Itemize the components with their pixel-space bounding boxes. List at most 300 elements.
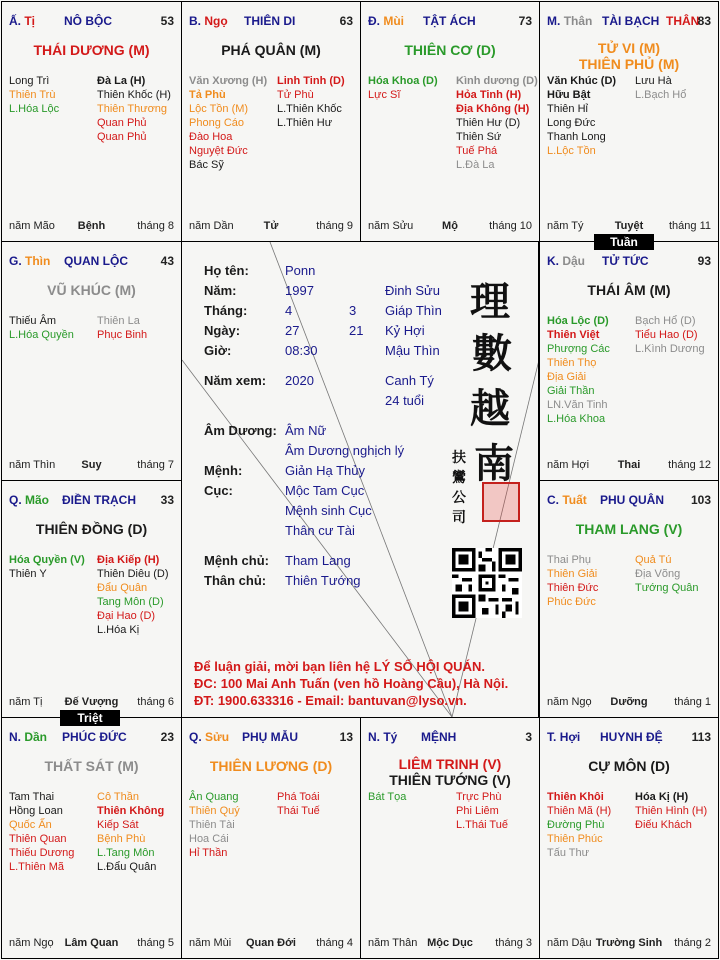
palace-number: 33 xyxy=(160,493,174,507)
palace-number: 73 xyxy=(518,14,532,28)
center-info-panel xyxy=(181,241,539,718)
star-item: Địa Không (H) xyxy=(456,103,530,115)
palace-footer xyxy=(2,220,181,234)
value-cuc: Mộc Tam Cục xyxy=(285,483,365,498)
star-item: Lưu Hà xyxy=(635,75,672,87)
palace-footer xyxy=(540,220,718,234)
minor-stars-column xyxy=(97,553,169,637)
branch-prefix: Đ. xyxy=(368,14,380,28)
palace-label: THIÊN DI xyxy=(244,14,296,28)
palace-label: PHU QUÂN xyxy=(600,493,665,507)
month-label: tháng 12 xyxy=(668,459,711,471)
value-ngay: 27 xyxy=(285,323,300,338)
logo-small-4: 司 xyxy=(452,510,466,526)
star-item: Hữu Bật xyxy=(547,89,591,101)
value-menh: Giản Hạ Thủy xyxy=(285,463,365,478)
branch-name: Dần xyxy=(24,730,48,744)
palace-number: 113 xyxy=(691,730,711,744)
star-item: L.Thiên Hư xyxy=(277,117,333,129)
star-item: Tướng Quân xyxy=(635,582,699,594)
star-item: Tuế Phá xyxy=(456,145,498,157)
branch-name: Mùi xyxy=(383,14,405,28)
palace-label: MỆNH xyxy=(421,730,457,744)
minor-stars-column xyxy=(456,74,538,172)
branch-name: Thân xyxy=(563,14,593,28)
month-label: tháng 11 xyxy=(668,220,711,232)
value-ngay-can: Kỷ Hợi xyxy=(385,323,425,338)
main-star: THIÊN TƯỚNG (V) xyxy=(389,772,511,788)
palace-number: 63 xyxy=(339,14,353,28)
star-item: Tử Phù xyxy=(277,89,314,101)
star-item: Nguyệt Đức xyxy=(189,145,248,157)
branch-name: Tị xyxy=(24,14,36,28)
month-label: tháng 2 xyxy=(674,937,711,949)
logo-small-2: 鸞 xyxy=(452,470,466,486)
month-label: tháng 8 xyxy=(137,220,174,232)
main-star: LIÊM TRINH (V) xyxy=(398,756,502,772)
palace-ngo xyxy=(181,1,361,242)
star-item: Hoa Cái xyxy=(189,833,229,845)
month-label: tháng 9 xyxy=(316,220,353,232)
logo-char-viet: 越 xyxy=(470,385,510,432)
month-label: tháng 3 xyxy=(495,937,532,949)
value-than-chu: Thiên Tướng xyxy=(285,573,361,588)
branch-prefix: T. xyxy=(547,730,557,744)
value-nam-xem-can: Canh Tý xyxy=(385,373,434,388)
star-item: Địa Kiếp (H) xyxy=(97,554,160,566)
logo-small-1: 扶 xyxy=(452,450,466,466)
qr-code xyxy=(452,548,522,618)
star-item: L.Hóa Khoa xyxy=(547,413,606,425)
branch-prefix: C. xyxy=(547,493,559,507)
palace-branch xyxy=(368,730,397,744)
star-item: Phượng Các xyxy=(547,343,610,355)
star-item: Thái Tuế xyxy=(277,805,320,817)
star-item: Lộc Tồn (M) xyxy=(189,103,249,115)
main-star: THIÊN PHỦ (M) xyxy=(578,56,680,72)
label-gio: Giờ: xyxy=(204,343,232,358)
branch-prefix: K. xyxy=(547,254,559,268)
life-stage: Mộ xyxy=(442,220,458,232)
good-stars-column xyxy=(189,790,240,860)
star-item: Tả Phù xyxy=(189,89,226,101)
star-item: Hóa Quyền (V) xyxy=(9,554,85,566)
star-item: Thiên Thương xyxy=(97,103,168,115)
value-menh-chu: Tham Lang xyxy=(285,553,351,568)
palace-branch xyxy=(189,14,228,28)
triet-tag: Triệt xyxy=(60,710,120,726)
star-item: Địa Võng xyxy=(635,568,681,580)
palace-branch xyxy=(547,254,585,268)
minor-stars-column xyxy=(635,790,707,832)
good-stars-column xyxy=(368,790,406,804)
palace-number: 43 xyxy=(160,254,174,268)
palace-branch xyxy=(9,493,49,507)
year-label: năm Ngọ xyxy=(547,696,592,708)
star-item: Quan Phủ xyxy=(97,117,147,129)
star-item: Đường Phù xyxy=(547,819,605,831)
star-item: Phá Toái xyxy=(277,791,320,803)
good-stars-column xyxy=(547,553,598,609)
value-thang: 4 xyxy=(285,303,293,318)
palace-hoi xyxy=(539,717,719,959)
year-label: năm Dậu xyxy=(547,937,592,949)
star-item: L.Đẩu Quân xyxy=(97,861,157,873)
minor-stars-column xyxy=(97,314,147,342)
good-stars-column xyxy=(547,790,611,860)
palace-mao xyxy=(1,480,182,718)
star-item: Quốc Ấn xyxy=(9,819,52,831)
branch-prefix: M. xyxy=(547,14,561,28)
branch-name: Hợi xyxy=(559,730,581,744)
minor-stars-column xyxy=(277,790,320,818)
life-stage: Tử xyxy=(263,220,279,232)
palace-name xyxy=(423,14,476,28)
minor-stars-column xyxy=(635,74,686,102)
star-item: Thiên Quý xyxy=(189,805,240,817)
main-star: TỬ VI (M) xyxy=(597,40,661,56)
star-item: Thiên Khốc (H) xyxy=(97,89,171,101)
star-item: Thiên Không xyxy=(97,805,165,817)
main-star: THẤT SÁT (M) xyxy=(44,758,139,774)
logo-char-nam: 南 xyxy=(474,440,514,487)
star-item: L.Hóa Lộc xyxy=(9,103,60,115)
minor-stars-column xyxy=(635,553,699,595)
star-item: Thiên Sứ xyxy=(456,131,502,143)
value-gio: 08:30 xyxy=(285,343,318,358)
star-item: Thiên Phúc xyxy=(547,833,603,845)
tuan-tag: Tuần xyxy=(594,234,654,250)
year-label: năm Sửu xyxy=(368,220,414,232)
palace-footer xyxy=(2,696,181,710)
red-seal xyxy=(482,482,520,522)
star-item: Văn Xương (H) xyxy=(189,75,268,87)
year-label: năm Hợi xyxy=(547,459,590,471)
star-item: Hỏa Tinh (H) xyxy=(456,89,522,101)
palace-footer xyxy=(540,459,718,473)
main-star: PHÁ QUÂN (M) xyxy=(221,42,321,58)
star-item: Phong Cáo xyxy=(189,117,245,129)
palace-branch xyxy=(547,730,580,744)
star-item: Hóa Lộc (D) xyxy=(547,315,609,327)
main-star: THIÊN CƠ (D) xyxy=(404,42,496,58)
star-item: Thiên Quan xyxy=(9,833,67,845)
branch-name: Sửu xyxy=(205,730,230,744)
palace-name xyxy=(62,493,136,507)
palace-name xyxy=(600,730,663,744)
star-item: L.Kình Dương xyxy=(635,343,705,355)
value-cuc-2: Mệnh sinh Cục xyxy=(285,503,372,518)
palace-number: 13 xyxy=(339,730,353,744)
star-item: Tang Môn (D) xyxy=(97,596,164,608)
palace-name xyxy=(421,730,456,744)
label-menh: Mệnh: xyxy=(204,463,243,478)
good-stars-column xyxy=(547,74,616,158)
minor-stars-column xyxy=(277,74,345,130)
palace-ty xyxy=(1,1,182,242)
main-star: THIÊN LƯƠNG (D) xyxy=(209,758,333,774)
palace-footer xyxy=(540,696,718,710)
palace-branch xyxy=(189,730,229,744)
life-stage: Trường Sinh xyxy=(595,937,663,949)
star-item: Phi Liêm xyxy=(456,805,499,817)
star-item: Văn Khúc (D) xyxy=(547,75,617,87)
star-item: LN.Văn Tinh xyxy=(547,399,608,411)
palace-label: PHỤ MẪU xyxy=(242,730,298,744)
year-label: năm Mão xyxy=(9,220,55,232)
palace-branch xyxy=(9,254,50,268)
star-item: Long Trì xyxy=(9,75,50,87)
palace-label: PHÚC ĐỨC xyxy=(62,730,127,744)
star-item: Bệnh Phù xyxy=(97,833,146,845)
palace-footer xyxy=(361,937,539,951)
good-stars-column xyxy=(547,314,610,426)
star-item: L.Thiên Mã xyxy=(9,861,65,873)
palace-ty2 xyxy=(360,717,540,959)
star-item: Thiên Tài xyxy=(189,819,235,831)
month-label: tháng 5 xyxy=(137,937,174,949)
star-item: Thiên Hình (H) xyxy=(635,805,708,817)
palace-label: TÀI BẠCH xyxy=(602,14,660,28)
year-label: năm Thìn xyxy=(9,459,56,471)
star-item: Cô Thần xyxy=(97,791,139,803)
palace-footer xyxy=(361,220,539,234)
star-item: Linh Tinh (D) xyxy=(277,75,345,87)
good-stars-column xyxy=(9,790,74,874)
star-item: Tam Thai xyxy=(9,791,55,803)
label-am-duong: Âm Dương: xyxy=(204,423,277,438)
life-stage: Tuyệt xyxy=(614,220,644,232)
star-item: Thiên La xyxy=(97,315,140,327)
star-item: Lực Sĩ xyxy=(368,89,401,101)
palace-name xyxy=(600,493,664,507)
value-ho-ten: Ponn xyxy=(285,263,316,278)
label-nam: Năm: xyxy=(204,283,237,298)
star-item: Quan Phủ xyxy=(97,131,147,143)
palace-number: 83 xyxy=(697,14,711,28)
contact-line-1: Để luận giải, mời bạn liên hệ LÝ SỐ HỘI QUÁN. xyxy=(194,659,485,674)
good-stars-column xyxy=(9,74,59,116)
palace-label: HUYNH ĐỆ xyxy=(600,730,663,744)
palace-dau xyxy=(539,241,719,481)
value-gio-can: Mậu Thìn xyxy=(385,343,440,358)
main-star: THAM LANG (V) xyxy=(575,521,683,537)
life-stage: Lâm Quan xyxy=(64,937,119,949)
branch-prefix: G. xyxy=(9,254,22,268)
value-thang-can: Giáp Thìn xyxy=(385,303,442,318)
star-item: Giải Thần xyxy=(547,385,595,397)
star-item: Kiếp Sát xyxy=(97,819,139,831)
life-stage: Bệnh xyxy=(77,220,106,232)
month-label: tháng 7 xyxy=(137,459,174,471)
palace-number: 23 xyxy=(160,730,174,744)
minor-stars-column xyxy=(97,74,171,144)
palace-name xyxy=(602,14,659,28)
life-stage: Suy xyxy=(81,459,102,471)
palace-thin xyxy=(1,241,182,481)
star-item: Phúc Đức xyxy=(547,596,596,608)
minor-stars-column xyxy=(635,314,705,356)
palace-name xyxy=(64,254,128,268)
good-stars-column xyxy=(9,553,85,581)
branch-prefix: Q. xyxy=(9,493,22,507)
palace-name xyxy=(242,730,298,744)
palace-number: 93 xyxy=(697,254,711,268)
main-star: THÁI DƯƠNG (M) xyxy=(33,42,150,58)
palace-branch xyxy=(368,14,404,28)
star-item: Thiên Y xyxy=(9,568,47,580)
value-nam: 1997 xyxy=(285,283,314,298)
star-item: Quả Tú xyxy=(635,554,672,566)
value-am-duong-2: Âm Dương nghịch lý xyxy=(285,443,405,458)
year-label: năm Dần xyxy=(189,220,234,232)
life-stage: Mộc Dục xyxy=(427,937,473,949)
label-than-chu: Thân chủ: xyxy=(204,573,267,588)
star-item: Phục Binh xyxy=(97,329,148,341)
logo-char-ly: 理 xyxy=(470,278,510,325)
star-item: Đà La (H) xyxy=(97,75,146,87)
month-label: tháng 1 xyxy=(674,696,711,708)
month-label: tháng 4 xyxy=(316,937,353,949)
than-marker: THÂN xyxy=(666,14,700,28)
star-item: Thiên Khôi xyxy=(547,791,604,803)
minor-stars-column xyxy=(97,790,164,874)
year-label: năm Mùi xyxy=(189,937,232,949)
branch-name: Thìn xyxy=(25,254,51,268)
star-item: Hóa Kị (H) xyxy=(635,791,689,803)
palace-number: 103 xyxy=(690,493,711,507)
year-label: năm Thân xyxy=(368,937,418,949)
star-item: Thiên Mã (H) xyxy=(547,805,612,817)
branch-prefix: Q. xyxy=(189,730,202,744)
star-item: Tấu Thư xyxy=(547,847,590,859)
good-stars-column xyxy=(9,314,74,342)
label-cuc: Cục: xyxy=(204,483,233,498)
palace-branch xyxy=(547,14,592,28)
logo-char-so: 數 xyxy=(472,330,512,377)
minor-stars-column xyxy=(456,790,508,832)
good-stars-column xyxy=(368,74,438,102)
palace-dan xyxy=(1,717,182,959)
palace-footer xyxy=(2,459,181,473)
branch-prefix: Ấ. xyxy=(9,14,21,28)
branch-name: Mão xyxy=(25,493,50,507)
palace-label: NÔ BỘC xyxy=(64,14,112,28)
palace-name xyxy=(602,254,649,268)
branch-prefix: B. xyxy=(189,14,201,28)
branch-name: Tý xyxy=(383,730,398,744)
star-item: L.Lộc Tồn xyxy=(547,145,596,157)
star-item: Thiên Thọ xyxy=(547,357,597,369)
star-item: L.Hóa Kị xyxy=(97,624,140,636)
star-item: Long Đức xyxy=(547,117,596,129)
palace-branch xyxy=(9,730,47,744)
palace-suu xyxy=(181,717,361,959)
star-item: Thiên Diêu (D) xyxy=(97,568,169,580)
branch-name: Ngọ xyxy=(204,14,228,28)
star-item: Thai Phụ xyxy=(547,554,592,566)
star-item: Bác Sỹ xyxy=(189,159,224,171)
star-item: Thiên Trù xyxy=(9,89,56,101)
contact-line-2: ĐC: 100 Mai Anh Tuấn (ven hồ Hoàng Cầu), Hà Nội. xyxy=(194,676,509,691)
star-item: Ân Quang xyxy=(189,791,239,803)
star-item: Địa Giải xyxy=(547,371,587,383)
star-item: L.Đà La xyxy=(456,159,495,171)
month-label: tháng 6 xyxy=(137,696,174,708)
palace-tuat xyxy=(539,480,719,718)
label-ngay: Ngày: xyxy=(204,323,241,338)
star-item: L.Bạch Hổ xyxy=(635,89,687,101)
star-item: L.Hóa Quyền xyxy=(9,329,74,341)
palace-footer xyxy=(182,937,360,951)
palace-than xyxy=(539,1,719,242)
star-item: L.Tang Môn xyxy=(97,847,155,859)
palace-branch xyxy=(547,493,587,507)
month-label: tháng 10 xyxy=(489,220,532,232)
palace-name xyxy=(62,730,127,744)
palace-branch xyxy=(9,14,35,28)
main-star: CỰ MÔN (D) xyxy=(588,758,670,774)
palace-number: 53 xyxy=(160,14,174,28)
main-star: THÁI ÂM (M) xyxy=(587,282,671,298)
palace-label: TỬ TỨC xyxy=(602,254,649,268)
palace-footer xyxy=(540,937,718,951)
value-tuoi: 24 tuổi xyxy=(385,393,425,408)
star-item: Điếu Khách xyxy=(635,819,692,831)
logo-small-3: 公 xyxy=(452,490,466,506)
label-thang: Tháng: xyxy=(204,303,248,318)
main-star: THIÊN ĐỒNG (D) xyxy=(35,521,148,537)
star-item: Thiên Việt xyxy=(547,329,600,341)
palace-mui xyxy=(360,1,540,242)
value-ngay-am: 21 xyxy=(349,323,364,338)
life-stage: Dưỡng xyxy=(610,696,648,708)
star-item: Bạch Hổ (D) xyxy=(635,315,696,327)
value-nam-xem: 2020 xyxy=(285,373,314,388)
star-item: L.Thái Tuế xyxy=(456,819,508,831)
value-nam-can: Đinh Sửu xyxy=(385,283,440,298)
year-label: năm Ngọ xyxy=(9,937,54,949)
palace-number: 3 xyxy=(525,730,532,744)
value-thang-am: 3 xyxy=(349,303,357,318)
label-menh-chu: Mệnh chủ: xyxy=(204,553,269,568)
palace-label: TẬT ÁCH xyxy=(423,14,476,28)
star-item: Đào Hoa xyxy=(189,131,233,143)
life-stage: Quan Đới xyxy=(246,937,296,949)
branch-prefix: N. xyxy=(368,730,380,744)
star-item: Đại Hao (D) xyxy=(97,610,156,622)
year-label: năm Tý xyxy=(547,220,584,232)
star-item: Hóa Khoa (D) xyxy=(368,75,438,87)
value-am-duong: Âm Nữ xyxy=(285,423,327,438)
good-stars-column xyxy=(189,74,267,172)
life-stage: Đế Vượng xyxy=(64,696,119,708)
star-item: Thiếu Dương xyxy=(9,847,75,859)
palace-footer xyxy=(182,220,360,234)
year-label: năm Tị xyxy=(9,696,43,708)
branch-prefix: N. xyxy=(9,730,21,744)
star-item: Kình dương (D) xyxy=(456,75,538,87)
branch-name: Tuất xyxy=(562,493,587,507)
star-item: Thiên Hư (D) xyxy=(456,117,521,129)
main-star: VŨ KHÚC (M) xyxy=(47,282,136,298)
star-item: Trực Phù xyxy=(456,791,502,803)
star-item: Đẩu Quân xyxy=(97,582,148,594)
life-stage: Thai xyxy=(617,459,641,471)
star-item: L.Thiên Khốc xyxy=(277,103,342,115)
label-nam-xem: Năm xem: xyxy=(204,373,267,388)
palace-name xyxy=(64,14,112,28)
